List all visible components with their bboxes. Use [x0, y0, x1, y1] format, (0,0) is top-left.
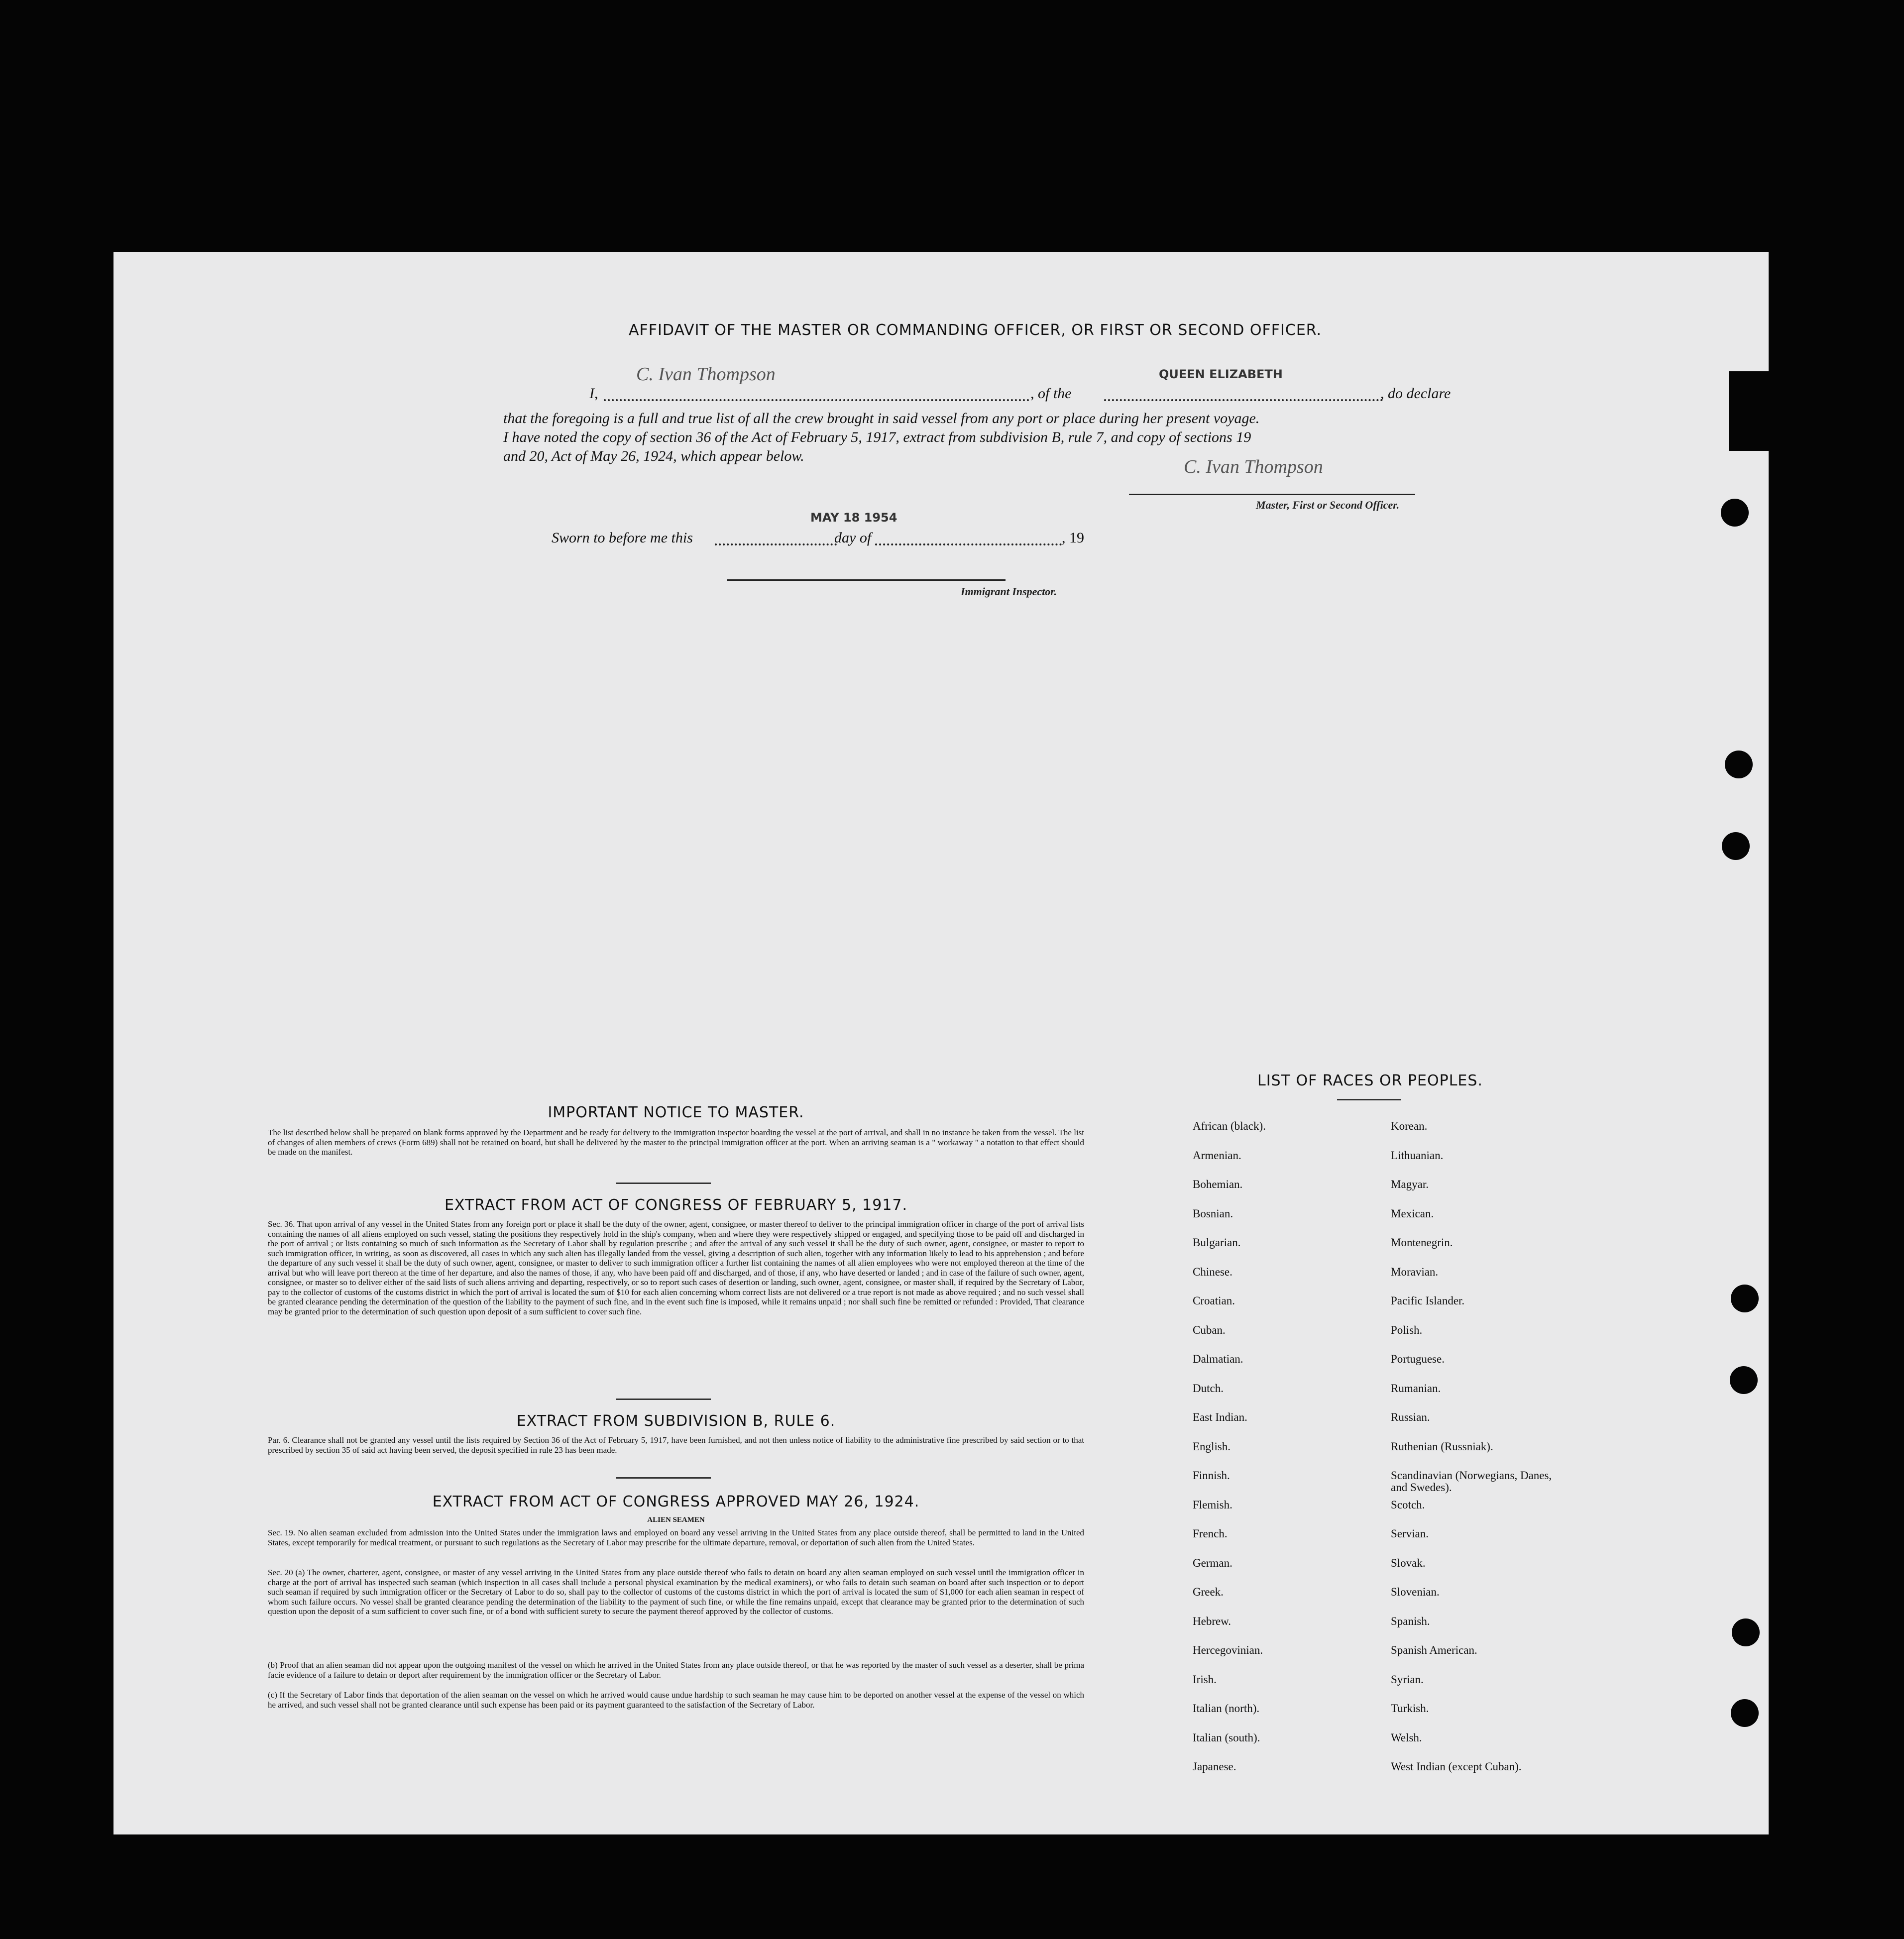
affidavit-line-4: and 20, Act of May 26, 1924, which appear below. — [503, 448, 804, 464]
race-item: Spanish American. — [1391, 1644, 1477, 1656]
extract-1924-sec20b: (b) Proof that an alien seaman did not appear upon the outgoing manifest of the vessel on which he arrived in the United States from any place outside thereof, or that he was reported by the master of such vessel as a deserter, shall be prima facie evidence of a failure to detain or deport after requirement by the immigration officer or the Secretary of Labor. — [268, 1660, 1084, 1680]
extract-1924-sec20a: Sec. 20 (a) The owner, charterer, agent, consignee, or master of any vessel arriving in the United States from any place outside thereof who fails to detain on board any alien seaman employed on such vessel until the immigration officer in charge at the port of arrival has inspected such seaman (which inspection in all cases shall include a personal physical examination by the medical examiners), or who fails to detain such seaman on board after such inspection or to deport such seaman if required by such immigration officer or the Secretary of Labor to do so, shall pay to the collector of customs of the customs district in which the port of arrival is located the sum of $1,000 for each alien seaman in respect of whom such failure occurs. No vessel shall be granted clearance pending the determination of the liability to the payment of such fine, or while the fine remains unpaid, except that clearance may be granted prior to the determination of such question upon the deposit of a sum sufficient to cover such fine, or of a bond with sufficient surety to secure the payment thereof approved by the collector of customs. — [268, 1568, 1084, 1616]
year-prefix: , 19 — [1062, 530, 1084, 546]
race-item: Korean. — [1391, 1120, 1428, 1132]
race-item: Syrian. — [1391, 1673, 1424, 1686]
divider-3 — [616, 1477, 711, 1479]
divider-1 — [616, 1183, 711, 1184]
race-item: Scotch. — [1391, 1498, 1425, 1511]
race-item: Ruthenian (Russniak). — [1391, 1440, 1493, 1453]
affidavit-line-2: that the foregoing is a full and true list of all the crew brought in said vessel from any port or place during her present voyage. — [503, 410, 1260, 427]
extract-1924-sec20c: (c) If the Secretary of Labor finds that deportation of the alien seaman on the vessel on which he arrived would cause undue hardship to such seaman he may cause him to be deported on another vessel at the expense of the vessel on which he arrived, and such vessel shall not be granted clearance until such expense has been paid or its payment guaranteed to the satisfaction of the Secretary of Labor. — [268, 1690, 1084, 1710]
race-item: Montenegrin. — [1391, 1236, 1453, 1249]
affidavit-of-the: , of the — [1030, 385, 1072, 402]
document-page — [113, 252, 1769, 1834]
punch-hole — [1730, 1366, 1758, 1394]
race-item: Rumanian. — [1391, 1382, 1441, 1395]
race-item: English. — [1193, 1440, 1231, 1453]
torn-corner — [1729, 371, 1769, 451]
alien-seamen-subtitle: ALIEN SEAMEN — [647, 1516, 705, 1524]
race-item: Spanish. — [1391, 1615, 1430, 1627]
race-item: East Indian. — [1193, 1411, 1247, 1423]
punch-hole — [1732, 1618, 1760, 1646]
inspector-signature-line — [727, 579, 1006, 581]
name-line — [604, 399, 1029, 401]
race-item: Slovenian. — [1391, 1586, 1440, 1598]
race-item: Italian (south). — [1193, 1731, 1260, 1744]
race-item: Servian. — [1391, 1527, 1429, 1540]
race-item: Flemish. — [1193, 1498, 1232, 1511]
extract-1924-sec19: Sec. 19. No alien seaman excluded from admission into the United States under the immigration laws and employed on board any vessel arriving in the United States from any place outside thereof, shall be permitted to land in the United States, except temporarily for medical treatment, or pursuant to such regulations as the Secretary of Labor may prescribe for the ultimate departure, removal, or deportation of such alien from the United States. — [268, 1528, 1084, 1547]
affidavit-title: AFFIDAVIT OF THE MASTER OR COMMANDING OFFICER, OR FIRST OR SECOND OFFICER. — [629, 322, 1322, 339]
race-item: Bohemian. — [1193, 1178, 1243, 1190]
extract-1917-title: EXTRACT FROM ACT OF CONGRESS OF FEBRUARY 5, 1917. — [444, 1196, 908, 1214]
sworn-month-line — [875, 543, 1062, 545]
race-item: Pacific Islander. — [1391, 1294, 1465, 1307]
race-item: Portuguese. — [1391, 1353, 1445, 1365]
race-item: Irish. — [1193, 1673, 1217, 1686]
sworn-prefix: Sworn to before me this — [552, 530, 693, 546]
notice-text: The list described below shall be prepared on blank forms approved by the Department and be ready for delivery to the immigration inspector boarding the vessel at the port of arrival, and shall in no instance be taken from the vessel. The list of changes of alien members of crews (Form 689) shall not be retained on board, but shall be delivered by the master to the principal immigration officer at the port. When an arriving seaman is a " workaway " a notation to that effect should be made on the manifest. — [268, 1128, 1084, 1157]
race-item: Italian (north). — [1193, 1702, 1260, 1715]
punch-hole — [1722, 832, 1750, 860]
race-item: Dalmatian. — [1193, 1353, 1243, 1365]
punch-hole — [1725, 751, 1753, 778]
race-item: Greek. — [1193, 1586, 1224, 1598]
rule6-title: EXTRACT FROM SUBDIVISION B, RULE 6. — [516, 1412, 836, 1430]
master-label: Master, First or Second Officer. — [1256, 499, 1400, 511]
race-item: West Indian (except Cuban). — [1391, 1760, 1522, 1773]
races-title: LIST OF RACES OR PEOPLES. — [1257, 1072, 1483, 1089]
race-item: Armenian. — [1193, 1149, 1241, 1162]
date-stamp: MAY 18 1954 — [810, 511, 897, 525]
extract-1917-text: Sec. 36. That upon arrival of any vessel in the United States from any foreign port or place it shall be the duty of the owner, agent, consignee, or master thereof to deliver to the principal immigration officer in charge of the port of arrival lists containing the names of all aliens employed on such vessel, stating the positions they respectively hold in the ship's company, when and where they were respectively shipped or engaged, and specifying those to be paid off and discharged in the port of arrival ; or lists containing so much of such information as the Secretary of Labor shall by regulation prescribe ; and after the arrival of any such vessel it shall be the duty of such owner, agent, consignee, or master to report to such immigration officer, in writing, as soon as discovered, all cases in which any such alien has illegally landed from the vessel, giving a description of such alien, together with any information likely to lead to his apprehension ; and before the departure of any such vessel it shall be the duty of such owner, agent, consignee, or master to deliver to such immigration officer a further list containing the names of all alien employees who were not employed thereon at the time of the arrival but who will leave port thereon at the time of her departure, and also the names of those, if any, who have been paid off and discharged, and of those, if any, who have deserted or landed ; and in case of the failure of such owner, agent, consignee, or master so to deliver either of the said lists of such aliens arriving and departing, respectively, or so to report such cases of desertion or landing, such owner, agent, consignee, or master shall, if required by the Secretary of Labor, pay to the collector of customs of the customs district in which the port of arrival is located the sum of $10 for each alien concerning whom correct lists are not delivered or a true report is not made as above required ; and no such vessel shall be granted clearance pending the determination of the question of the liability to the payment of such fine, and in the event such fine is imposed, while it remains unpaid ; nor shall such fine be remitted or refunded : Provided, That clearance may be granted prior to the determination of such question upon deposit of a sum sufficient to cover such fine. — [268, 1219, 1084, 1316]
race-item: Bosnian. — [1193, 1207, 1233, 1220]
race-item: Scandinavian (Norwegians, Danes, and Swedes). — [1391, 1469, 1552, 1494]
day-of-label: day of — [834, 530, 872, 546]
vessel-name-stamp: QUEEN ELIZABETH — [1159, 367, 1283, 381]
divider-2 — [616, 1399, 711, 1400]
punch-hole — [1731, 1285, 1759, 1312]
race-item: Bulgarian. — [1193, 1236, 1241, 1249]
race-item: Moravian. — [1391, 1265, 1439, 1278]
affidavit-line-3: I have noted the copy of section 36 of the Act of February 5, 1917, extract from subdivision B, rule 7, and copy of sections 19 — [503, 429, 1251, 445]
rule6-text: Par. 6. Clearance shall not be granted any vessel until the lists required by Section 36 of the Act of February 5, 1917, have been furnished, and not then unless notice of liability to the administrative fine prescribed by said section or to that prescribed by section 35 of said act having been served, the deposit specified in rule 23 has been made. — [268, 1435, 1084, 1455]
sworn-day-line — [715, 543, 837, 545]
punch-hole — [1721, 499, 1749, 527]
race-item: Mexican. — [1391, 1207, 1434, 1220]
punch-hole — [1731, 1699, 1759, 1727]
race-item: French. — [1193, 1527, 1228, 1540]
vessel-line — [1104, 399, 1383, 401]
race-item: Lithuanian. — [1391, 1149, 1444, 1162]
race-item: Croatian. — [1193, 1294, 1235, 1307]
race-item: African (black). — [1193, 1120, 1266, 1132]
race-item: Hercegovinian. — [1193, 1644, 1263, 1656]
race-item: Turkish. — [1391, 1702, 1429, 1715]
race-item: Japanese. — [1193, 1760, 1236, 1773]
notice-title: IMPORTANT NOTICE TO MASTER. — [548, 1104, 804, 1121]
race-item: Dutch. — [1193, 1382, 1224, 1395]
race-item: Russian. — [1391, 1411, 1430, 1423]
officer-signature: C. Ivan Thompson — [636, 364, 776, 385]
race-item: Welsh. — [1391, 1731, 1422, 1744]
race-item: Polish. — [1391, 1323, 1423, 1336]
race-item: German. — [1193, 1556, 1232, 1569]
master-signature-line — [1129, 494, 1415, 495]
race-item: Cuban. — [1193, 1323, 1226, 1336]
master-signature: C. Ivan Thompson — [1184, 456, 1323, 477]
race-item: Chinese. — [1193, 1265, 1232, 1278]
race-item: Magyar. — [1391, 1178, 1429, 1190]
inspector-label: Immigrant Inspector. — [961, 585, 1057, 598]
race-item: Slovak. — [1391, 1556, 1426, 1569]
affidavit-i-prefix: I, — [589, 385, 598, 402]
races-title-underline — [1337, 1099, 1401, 1100]
race-item: Finnish. — [1193, 1469, 1230, 1482]
affidavit-do-declare: , do declare — [1380, 385, 1451, 402]
race-item: Hebrew. — [1193, 1615, 1232, 1627]
extract-1924-title: EXTRACT FROM ACT OF CONGRESS APPROVED MAY 26, 1924. — [432, 1493, 920, 1510]
